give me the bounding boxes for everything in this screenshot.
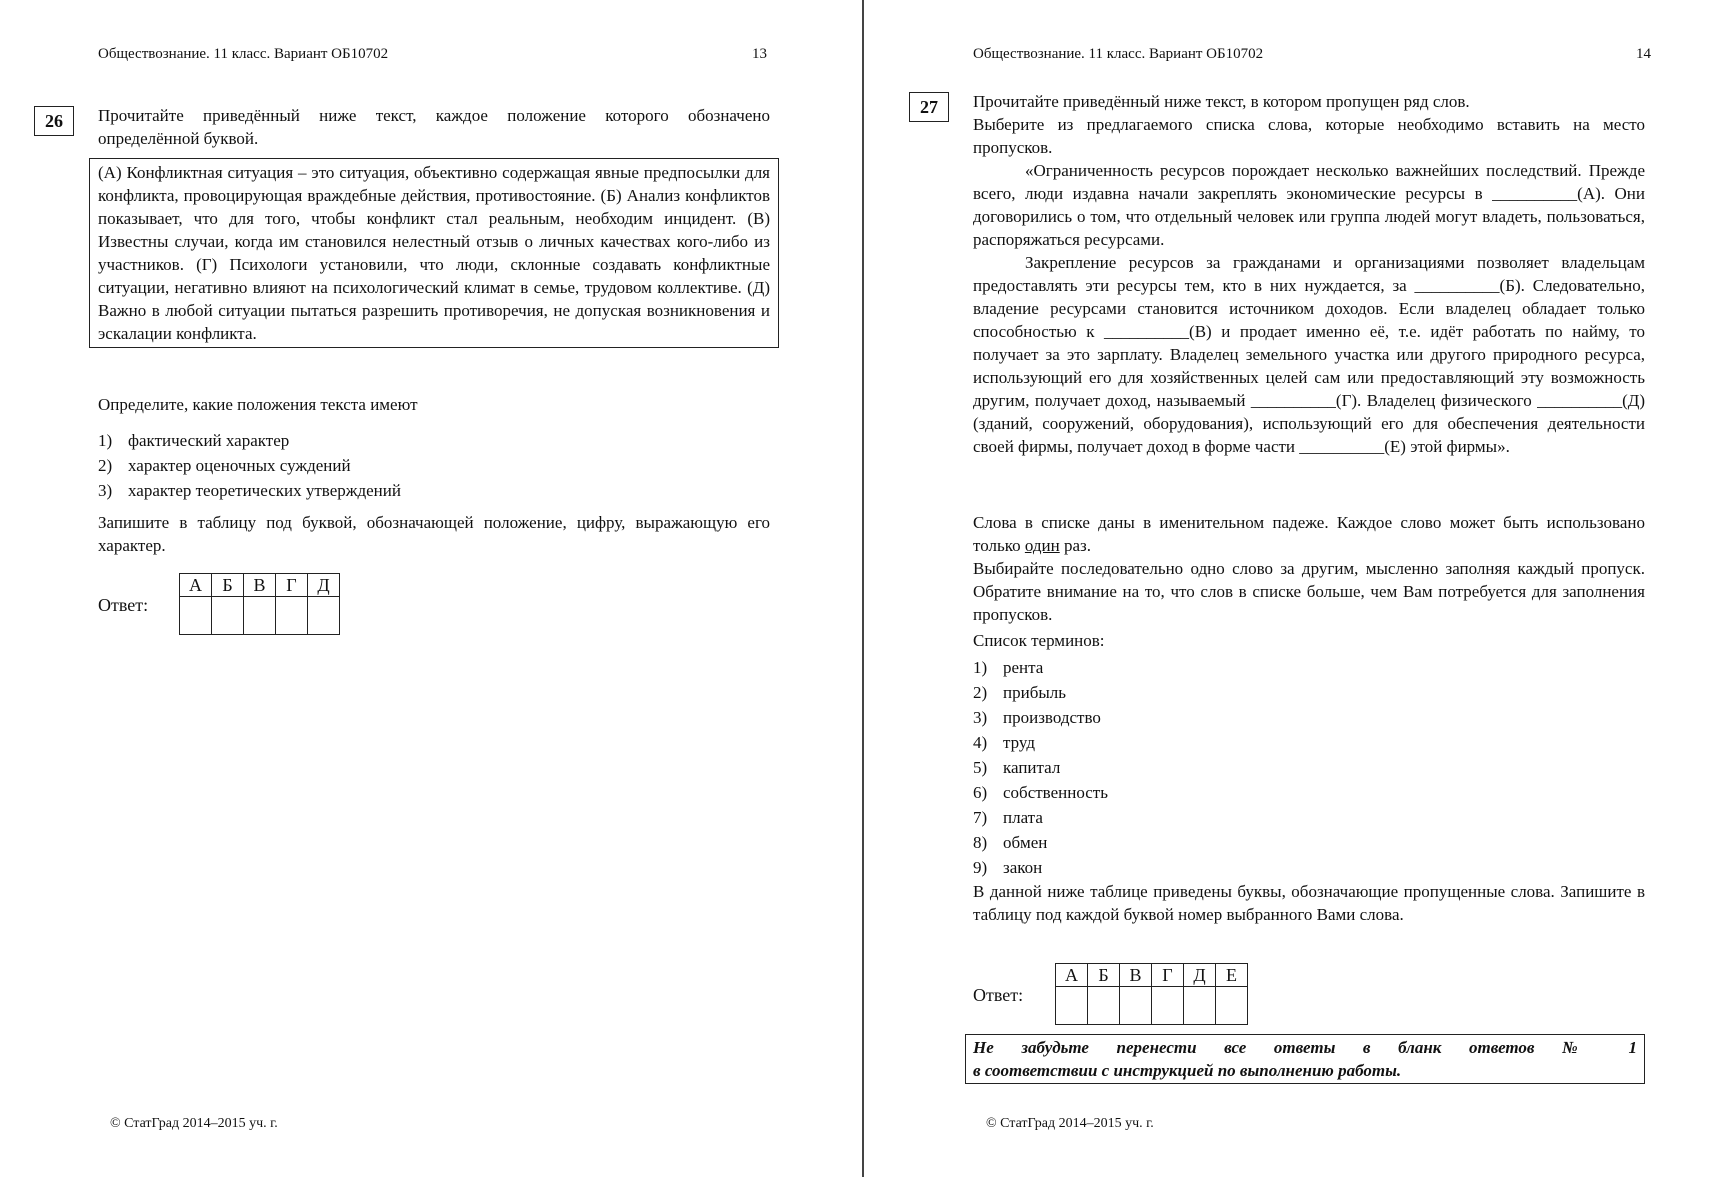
task-27-passage-paragraph-2: Закрепление ресурсов за гражданами и организациями позволяет владельцам предоставлять эти ресурсы тем, кто в них нуждается, за __________(Б). Следовательно, владение ресурсами становится источником доходов. Если владелец обладает только способностью к __________(В) и продает именно её, т.е. идёт работать по найму, то получает за это зарплату. Владелец земельного участка или другого природного ресурса, использующий его для хозяйственных целей сам или предоставляющий эту возможность другим, получает доход, называемый __________(Г). Владелец физического __________(Д) (зданий, сооружений, оборудования), использующий его для обеспечения деятельности своей фирмы, получает доход в форме части __________(Е) этой фирмы».: [973, 253, 1645, 456]
task-26-question: Определите, какие положения текста имеют: [98, 395, 418, 414]
answer-cell[interactable]: [308, 597, 340, 635]
answer-cell[interactable]: [1088, 987, 1120, 1025]
term-item: 4) труд: [973, 733, 1035, 752]
terms-list-title: Список терминов:: [973, 631, 1105, 650]
task-27-instruction-3: Выбирайте последовательно одно слово за другим, мысленно заполняя каждый пропуск. Обратите внимание на то, что слов в списке больше, чем Вам потребуется для заполнения пропусков.: [973, 559, 1645, 624]
answer-cell[interactable]: [1056, 987, 1088, 1025]
task-number-badge: 27: [909, 92, 949, 122]
answer-cell[interactable]: [1152, 987, 1184, 1025]
answer-letter: В: [244, 574, 276, 597]
option-item: 1) фактический характер: [98, 431, 290, 450]
term-item: 6) собственность: [973, 783, 1108, 802]
answer-letter: А: [180, 574, 212, 597]
page-header: Обществознание. 11 класс. Вариант ОБ10702: [973, 46, 1264, 62]
answer-cell[interactable]: [212, 597, 244, 635]
task-26-instruction: Прочитайте приведённый ниже текст, каждое положение которого обозначено определённой буквой.: [98, 106, 770, 148]
task-26-write-instruction: Запишите в таблицу под буквой, обозначающей положение, цифру, выражающую его характер.: [98, 513, 770, 555]
answer-cell[interactable]: [1184, 987, 1216, 1025]
answer-letter: В: [1120, 964, 1152, 987]
term-item: 9) закон: [973, 858, 1043, 877]
option-item: 2) характер оценочных суждений: [98, 456, 351, 475]
answer-letter: Д: [308, 574, 340, 597]
answer-letter: А: [1056, 964, 1088, 987]
page-footer: © СтатГрад 2014–2015 уч. г.: [986, 1116, 1154, 1131]
task-27-answer-table: [1055, 963, 1248, 1025]
answer-letter: Г: [1152, 964, 1184, 987]
answer-cell[interactable]: [1120, 987, 1152, 1025]
term-item: 2) прибыль: [973, 683, 1067, 702]
answer-cell[interactable]: [244, 597, 276, 635]
term-item: 3) производство: [973, 708, 1101, 727]
task-27-passage-paragraph-1: «Ограниченность ресурсов порождает несколько важнейших последствий. Прежде всего, люди издавна начали закреплять экономические ресурсы в __________(А). Они договорились о том, что отдельный человек или группа людей могут владеть, пользоваться, распоряжаться ресурсами.: [973, 161, 1645, 249]
page-number: 13: [752, 46, 767, 62]
page-number: 14: [1636, 46, 1651, 62]
answer-letter: Б: [1088, 964, 1120, 987]
task-27-note: Слова в списке даны в именительном падеже. Каждое слово может быть использовано только один раз.: [973, 513, 1645, 555]
task-26-text-box: (А) Конфликтная ситуация – это ситуация, объективно содержащая явные предпосылки для конфликта, провоцирующая враждебные действия, противостояние. (Б) Анализ конфликтов показывает, что для того, чтобы конфликт стал реальным, необходим инцидент. (В) Известны случаи, когда им становился нелестный отзыв о личных качествах кого-либо из участников. (Г) Психологи установили, что люди, склонные создавать конфликтные ситуации, негативно влияют на психологический климат в семье, трудовом коллективе. (Д) Важно в любой ситуации пытаться разрешить противоречия, не допуская возникновения и эскалации конфликта.: [89, 158, 779, 348]
task-27-instruction-1: Прочитайте приведённый ниже текст, в котором пропущен ряд слов.: [973, 92, 1470, 111]
answer-letter: Б: [212, 574, 244, 597]
term-item: 8) обмен: [973, 833, 1048, 852]
answer-label: Ответ:: [973, 985, 1024, 1005]
transfer-answers-notice: Не забудьте перенести все ответы в бланк ответов № 1 в соответствии с инструкцией по выполнению работы.: [965, 1034, 1645, 1084]
option-item: 3) характер теоретических утверждений: [98, 481, 401, 500]
answer-label: Ответ:: [98, 595, 149, 615]
term-item: 7) плата: [973, 808, 1043, 827]
underlined-word: один: [1024, 536, 1060, 555]
page-header: Обществознание. 11 класс. Вариант ОБ10702: [98, 46, 389, 62]
page-footer: © СтатГрад 2014–2015 уч. г.: [110, 1116, 278, 1131]
task-27-table-instruction: В данной ниже таблице приведены буквы, обозначающие пропущенные слова. Запишите в таблицу под каждой буквой номер выбранного Вами слова.: [973, 882, 1645, 924]
answer-letter: Г: [276, 574, 308, 597]
task-number-badge: 26: [34, 106, 74, 136]
answer-cell[interactable]: [1216, 987, 1248, 1025]
term-item: 1) рента: [973, 658, 1044, 677]
task-26-answer-table: [179, 573, 340, 635]
term-item: 5) капитал: [973, 758, 1061, 777]
task-27-instruction-2: Выберите из предлагаемого списка слова, которые необходимо вставить на место пропусков.: [973, 115, 1645, 157]
terms-list: [973, 655, 1108, 880]
answer-cell[interactable]: [276, 597, 308, 635]
answer-letter: Д: [1184, 964, 1216, 987]
task-26-options: [98, 428, 401, 503]
answer-cell[interactable]: [180, 597, 212, 635]
answer-letter: Е: [1216, 964, 1248, 987]
page-14: [864, 0, 1722, 1177]
